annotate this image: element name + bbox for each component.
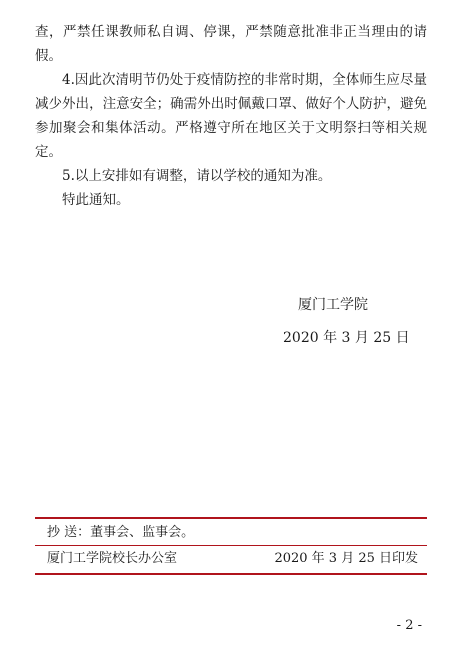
closing-remark: 特此通知。	[62, 192, 130, 208]
paragraph-item-4: 4.因此次清明节仍处于疫情防控的非常时期，全体师生应尽量减少外出，注意安全；确需外出时佩戴口罩、做好个人防护，避免参加聚会和集体活动。严格遵守所在地区关于文明祭扫等相关规定。	[35, 72, 427, 160]
cc-label: 抄 送：	[47, 525, 91, 540]
page-number: - 2 -	[396, 618, 422, 633]
issuer-office: 厦门工学院校长办公室	[47, 551, 178, 566]
paragraph-continuation: 查，严禁任课教师私自调、停课，严禁随意批准非正当理由的请假。	[35, 24, 427, 64]
paragraph-item-5: 5.以上安排如有调整，请以学校的通知为准。	[62, 168, 332, 184]
cc-line	[47, 523, 194, 543]
issue-date: 2020 年 3 月 25 日	[283, 330, 410, 346]
footer-top-rule	[35, 517, 427, 519]
issuing-organization: 厦门工学院	[298, 297, 368, 313]
footer-bottom-rule	[35, 573, 427, 575]
print-date: 2020 年 3 月 25 日印发	[274, 551, 418, 566]
cc-recipients: 董事会、监事会。	[90, 525, 195, 540]
footer-middle-rule	[35, 545, 427, 546]
notice-body	[35, 20, 427, 212]
